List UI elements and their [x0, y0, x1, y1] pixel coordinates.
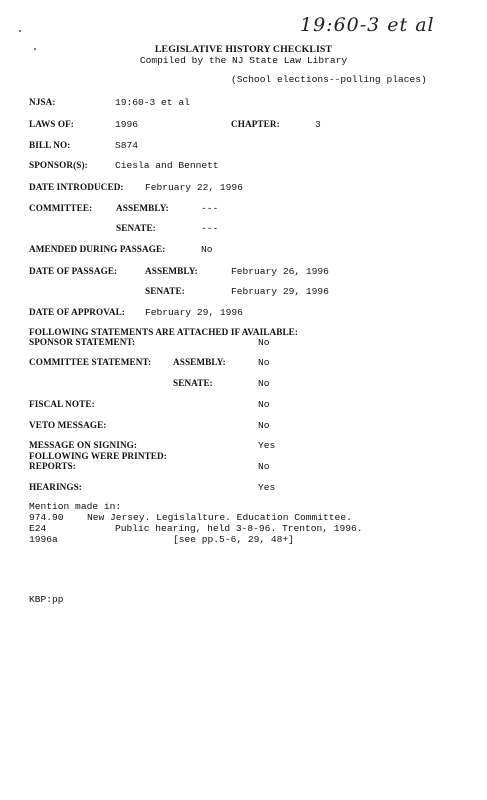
committee-senate-label: SENATE:	[116, 223, 156, 233]
reports-label: REPORTS:	[29, 461, 76, 471]
topic-note: (School elections--polling places)	[231, 74, 427, 85]
passage-assembly-label: ASSEMBLY:	[145, 266, 198, 276]
fiscal-note-label: FISCAL NOTE:	[29, 399, 95, 409]
printed-heading: FOLLOWING WERE PRINTED:	[29, 451, 167, 461]
chapter-value: 3	[315, 119, 321, 130]
introduced-label: DATE INTRODUCED:	[29, 182, 124, 192]
chapter-label: CHAPTER:	[231, 119, 280, 129]
sponsor-label: SPONSOR(S):	[29, 160, 88, 170]
introduced-value: February 22, 1996	[145, 182, 243, 193]
mention-line-3: [see pp.5-6, 29, 48+]	[173, 534, 294, 545]
passage-senate-label: SENATE:	[145, 286, 185, 296]
committee-statement-label: COMMITTEE STATEMENT:	[29, 357, 152, 367]
veto-message-value: No	[258, 420, 270, 431]
bill-value: S874	[115, 140, 139, 151]
page-subtitle: Compiled by the NJ State Law Library	[139, 55, 348, 66]
committee-assembly-label: ASSEMBLY:	[116, 203, 169, 213]
passage-assembly-value: February 26, 1996	[231, 266, 329, 277]
call-number-2: E24	[29, 523, 47, 534]
signing-message-label: MESSAGE ON SIGNING:	[29, 440, 138, 450]
veto-message-label: VETO MESSAGE:	[29, 420, 107, 430]
call-number-3: 1996a	[29, 534, 58, 545]
signing-message-value: Yes	[258, 440, 276, 451]
handwritten-citation: 19:60-3 et al	[300, 14, 435, 36]
statements-heading: FOLLOWING STATEMENTS ARE ATTACHED IF AVAILABLE:	[29, 327, 299, 337]
sponsor-statement-value: No	[258, 337, 270, 348]
approval-value: February 29, 1996	[145, 307, 243, 318]
typist-initials: KBP:pp	[29, 594, 64, 605]
committee-statement-senate-value: No	[258, 378, 270, 389]
passage-label: DATE OF PASSAGE:	[29, 266, 118, 276]
bill-label: BILL NO:	[29, 140, 71, 150]
passage-senate-value: February 29, 1996	[231, 286, 329, 297]
amended-label: AMENDED DURING PASSAGE:	[29, 244, 166, 254]
laws-value: 1996	[115, 119, 139, 130]
reports-value: No	[258, 461, 270, 472]
scan-speck	[19, 30, 21, 32]
laws-label: LAWS OF:	[29, 119, 74, 129]
njsa-label: NJSA:	[29, 97, 56, 107]
committee-label: COMMITTEE:	[29, 203, 93, 213]
amended-value: No	[201, 244, 213, 255]
page-title: LEGISLATIVE HISTORY CHECKLIST	[154, 44, 333, 55]
mention-line-1: New Jersey. Legislalture. Education Committee.	[87, 512, 352, 523]
call-number-1: 974.90	[29, 512, 64, 523]
approval-label: DATE OF APPROVAL:	[29, 307, 125, 317]
njsa-value: 19:60-3 et al	[115, 97, 190, 108]
committee-statement-senate-label: SENATE:	[173, 378, 213, 388]
mention-line-2: Public hearing, held 3-8-96. Trenton, 1996.	[115, 523, 363, 534]
committee-statement-assembly-label: ASSEMBLY:	[173, 357, 226, 367]
committee-assembly-value: ---	[201, 203, 219, 214]
fiscal-note-value: No	[258, 399, 270, 410]
mention-intro: Mention made in:	[29, 501, 122, 512]
committee-statement-assembly-value: No	[258, 357, 270, 368]
sponsor-statement-label: SPONSOR STATEMENT:	[29, 337, 136, 347]
hearings-value: Yes	[258, 482, 276, 493]
committee-senate-value: ---	[201, 223, 219, 234]
hearings-label: HEARINGS:	[29, 482, 82, 492]
sponsor-value: Ciesla and Bennett	[115, 160, 219, 171]
